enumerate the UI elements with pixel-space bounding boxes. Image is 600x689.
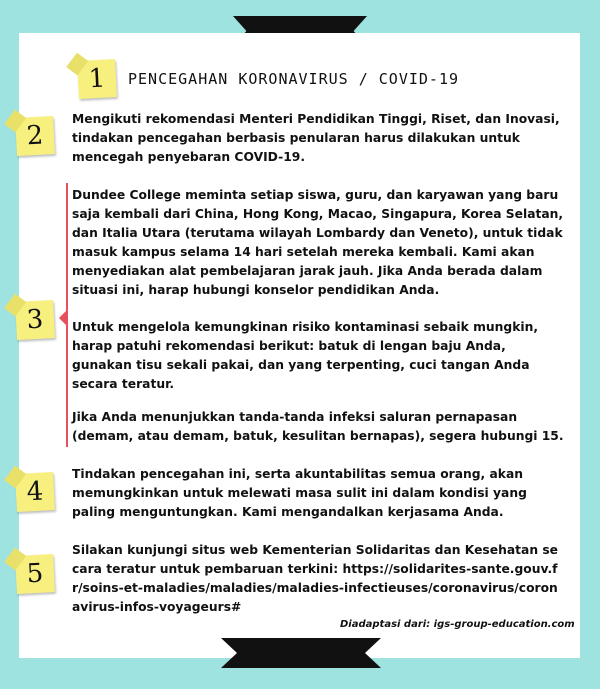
page-title: PENCEGAHAN KORONAVIRUS / COVID-19 — [128, 70, 460, 88]
website-paragraph: Silakan kunjungi situs web Kementerian Solidaritas dan Kesehatan secara teratur untuk pembaruan terkini: https://solidarites-sante.gouv.fr/soins-et-maladies/maladies/maladies-infectieuses/coronavirus/coronavirus-infos-voyageurs# — [72, 543, 559, 614]
sticky-note-4: 4 — [15, 472, 55, 512]
sticky-note-1: 1 — [77, 59, 117, 99]
bottom-ribbon-decoration — [221, 638, 381, 668]
sticky-note-5: 5 — [15, 554, 55, 594]
sticky-note-3: 3 — [15, 300, 55, 340]
sticky-note-2: 2 — [15, 116, 55, 156]
risk-paragraph: Untuk mengelola kemungkinan risiko kontaminasi sebaik mungkin, harap patuhi rekomendasi berikut: batuk di lengan baju Anda, gunakan tisu sekali pakai, dan yang terpenting, cuci tangan Anda secara teratur. — [72, 320, 539, 391]
symptoms-paragraph: Jika Anda menunjukkan tanda-tanda infeksi saluran pernapasan (demam, atau demam, batuk, kesulitan bernapas), segera hubungi 15. — [72, 410, 564, 443]
section-3-marker-line — [66, 183, 68, 447]
college-paragraph: Dundee College meminta setiap siswa, guru, dan karyawan yang baru saja kembali dari China, Hong Kong, Macao, Singapura, Korea Selatan, dan Italia Utara (terutama wilayah Lombardy dan Veneto), untuk tidak masuk kampus selama 14 hari setelah mereka kembali. Kami akan menyediakan alat pembelajaran jarak jauh. Jika Anda berada dalam situasi ini, harap hubungi konselor pendidikan Anda. — [72, 188, 564, 297]
accountability-paragraph: Tindakan pencegahan ini, serta akuntabilitas semua orang, akan memungkinkan untuk melewati masa sulit ini dalam kondisi yang paling menguntungkan. Kami mengandalkan kerjasama Anda. — [72, 467, 527, 519]
intro-paragraph: Mengikuti rekomendasi Menteri Pendidikan Tinggi, Riset, dan Inovasi, tindakan pencegahan berbasis penularan harus dilakukan untuk mencegah penyebaran COVID-19. — [72, 112, 560, 164]
source-credit: Diadaptasi dari: igs-group-education.com — [340, 619, 575, 630]
